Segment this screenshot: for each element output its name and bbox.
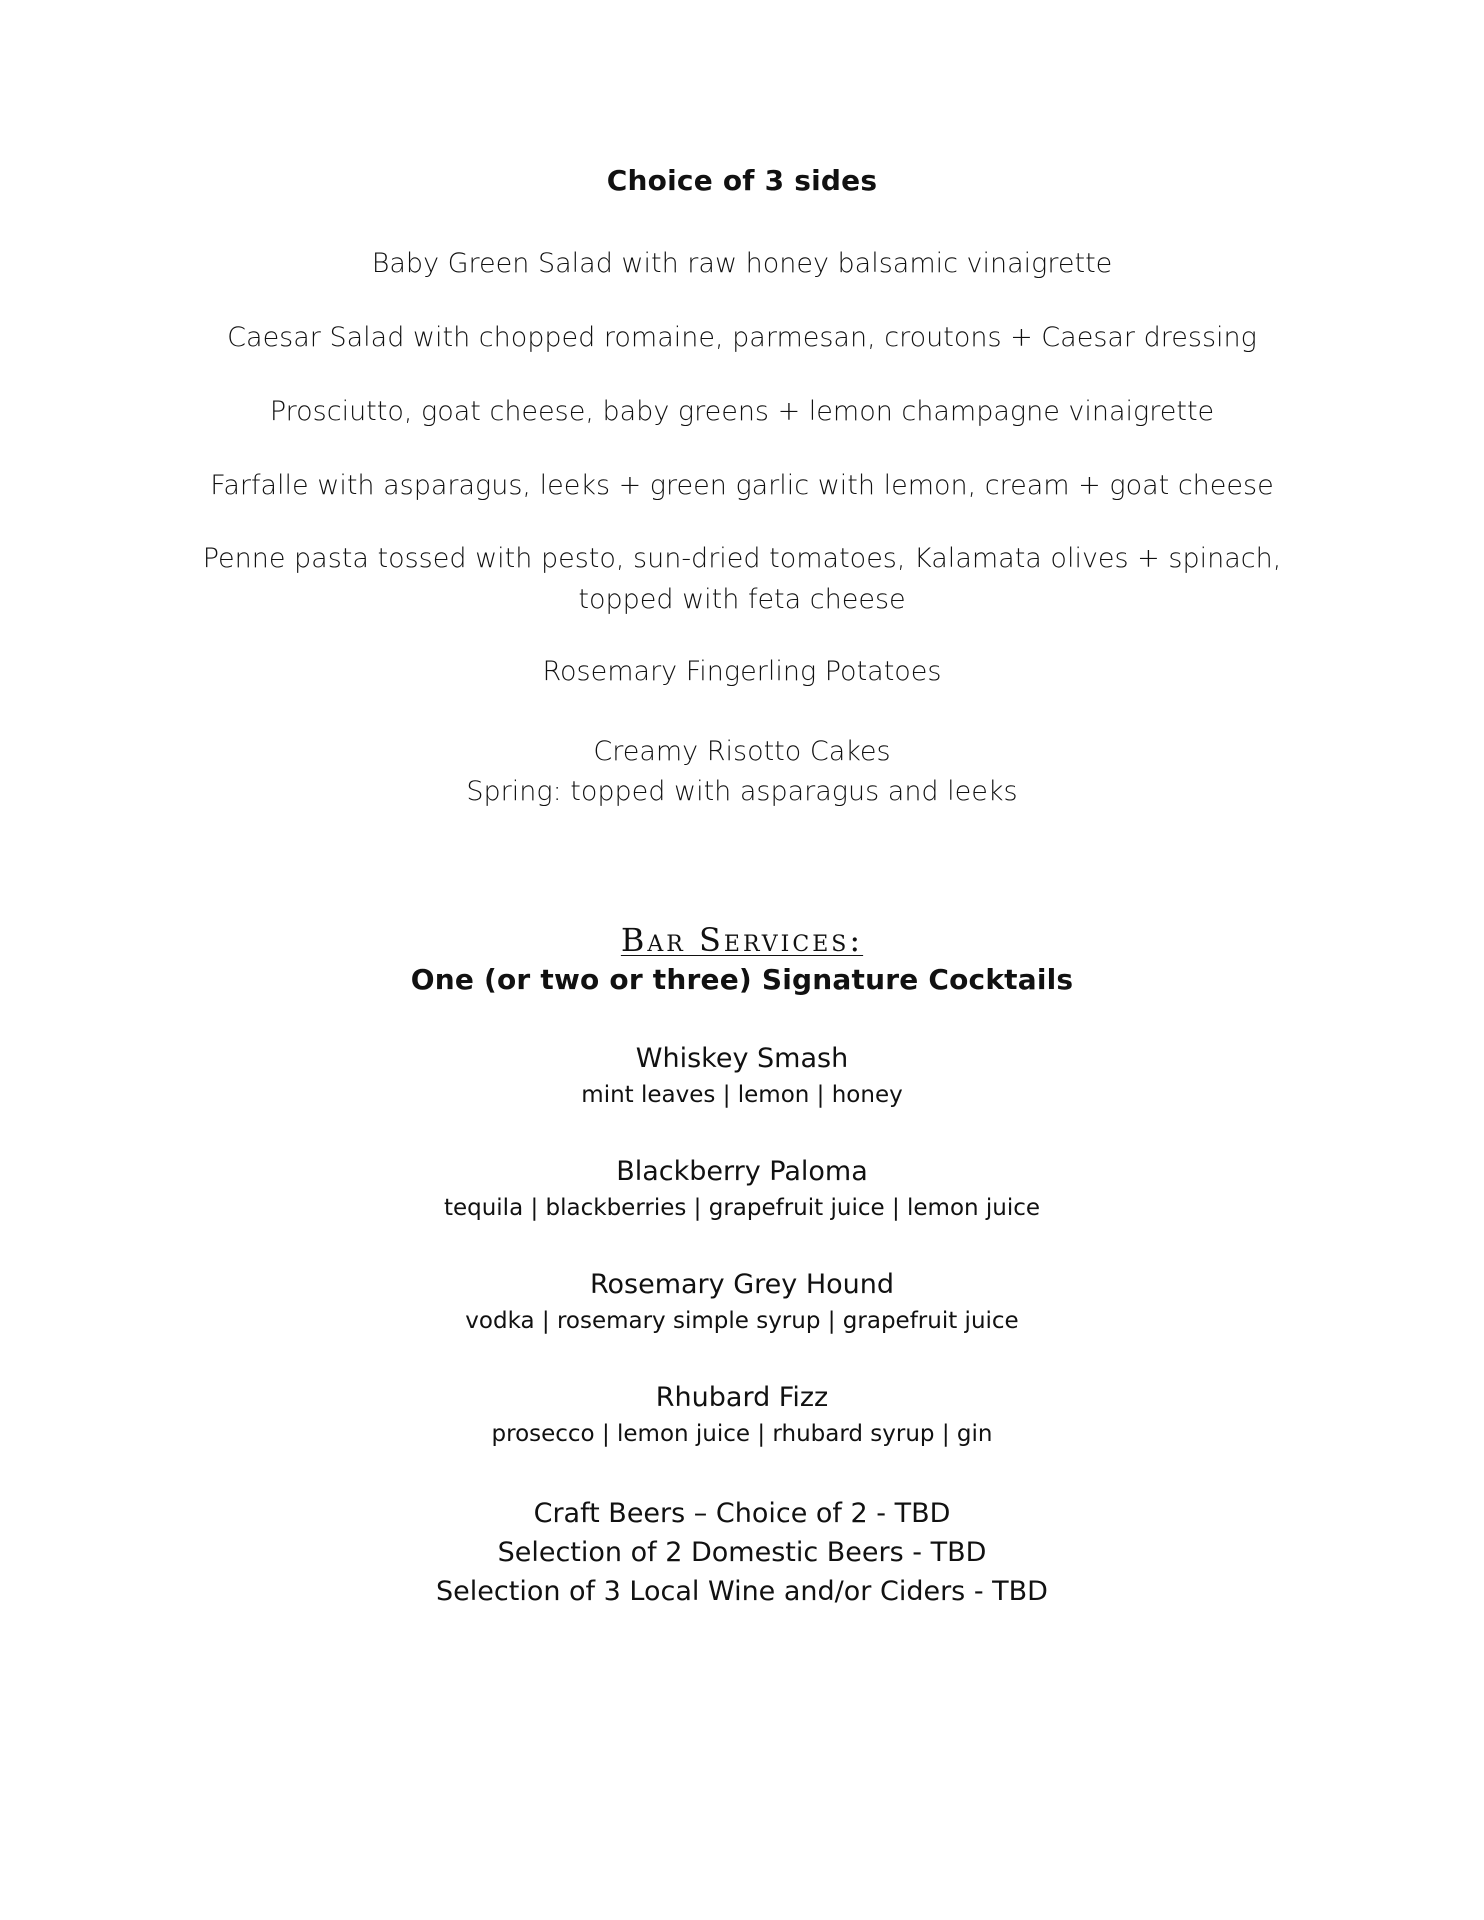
cocktail-ingredients: mint leaves | lemon | honey <box>581 1082 903 1108</box>
beer-wine-line: Selection of 2 Domestic Beers - TBD <box>497 1537 987 1568</box>
cocktail-ingredients: vodka | rosemary simple syrup | grapefruit juice <box>465 1308 1019 1334</box>
cocktail-ingredients: prosecco | lemon juice | rhubard syrup | gin <box>491 1421 993 1447</box>
side-item-risotto-note: Spring: topped with asparagus and leeks <box>466 776 1018 807</box>
side-item: Rosemary Fingerling Potatoes <box>542 656 942 687</box>
side-item: Caesar Salad with chopped romaine, parmesan, croutons + Caesar dressing <box>227 322 1257 353</box>
bar-services-subtitle: One (or two or three) Signature Cocktails <box>410 963 1074 996</box>
bar-services-title <box>0 920 1484 960</box>
cocktail-name: Rosemary Grey Hound <box>589 1269 895 1300</box>
sides-heading: Choice of 3 sides <box>606 164 878 197</box>
cocktail-item <box>0 1153 1484 1225</box>
cocktail-name: Whiskey Smash <box>635 1043 849 1074</box>
cocktail-ingredients: tequila | blackberries | grapefruit juice | lemon juice <box>443 1195 1041 1221</box>
beer-wine-line: Selection of 3 Local Wine and/or Ciders - TBD <box>436 1576 1048 1607</box>
beer-wine-line: Craft Beers – Choice of 2 - TBD <box>533 1498 951 1529</box>
cocktail-name: Rhubard Fizz <box>655 1382 829 1413</box>
cocktail-item <box>0 1379 1484 1451</box>
side-item: Prosciutto, goat cheese, baby greens + lemon champagne vinaigrette <box>269 396 1215 427</box>
side-item: Farfalle with asparagus, leeks + green garlic with lemon, cream + goat cheese <box>210 470 1274 501</box>
side-item: Baby Green Salad with raw honey balsamic vinaigrette <box>371 248 1113 279</box>
cocktail-item <box>0 1040 1484 1112</box>
cocktail-name: Blackberry Paloma <box>616 1156 868 1187</box>
bar-services-title-text: Bar Services: <box>620 921 864 959</box>
side-item: Penne pasta tossed with pesto, sun-dried tomatoes, Kalamata olives + spinach, topped with feta cheese <box>202 543 1282 615</box>
side-item-risotto: Creamy Risotto Cakes <box>593 736 891 767</box>
cocktail-item <box>0 1266 1484 1338</box>
